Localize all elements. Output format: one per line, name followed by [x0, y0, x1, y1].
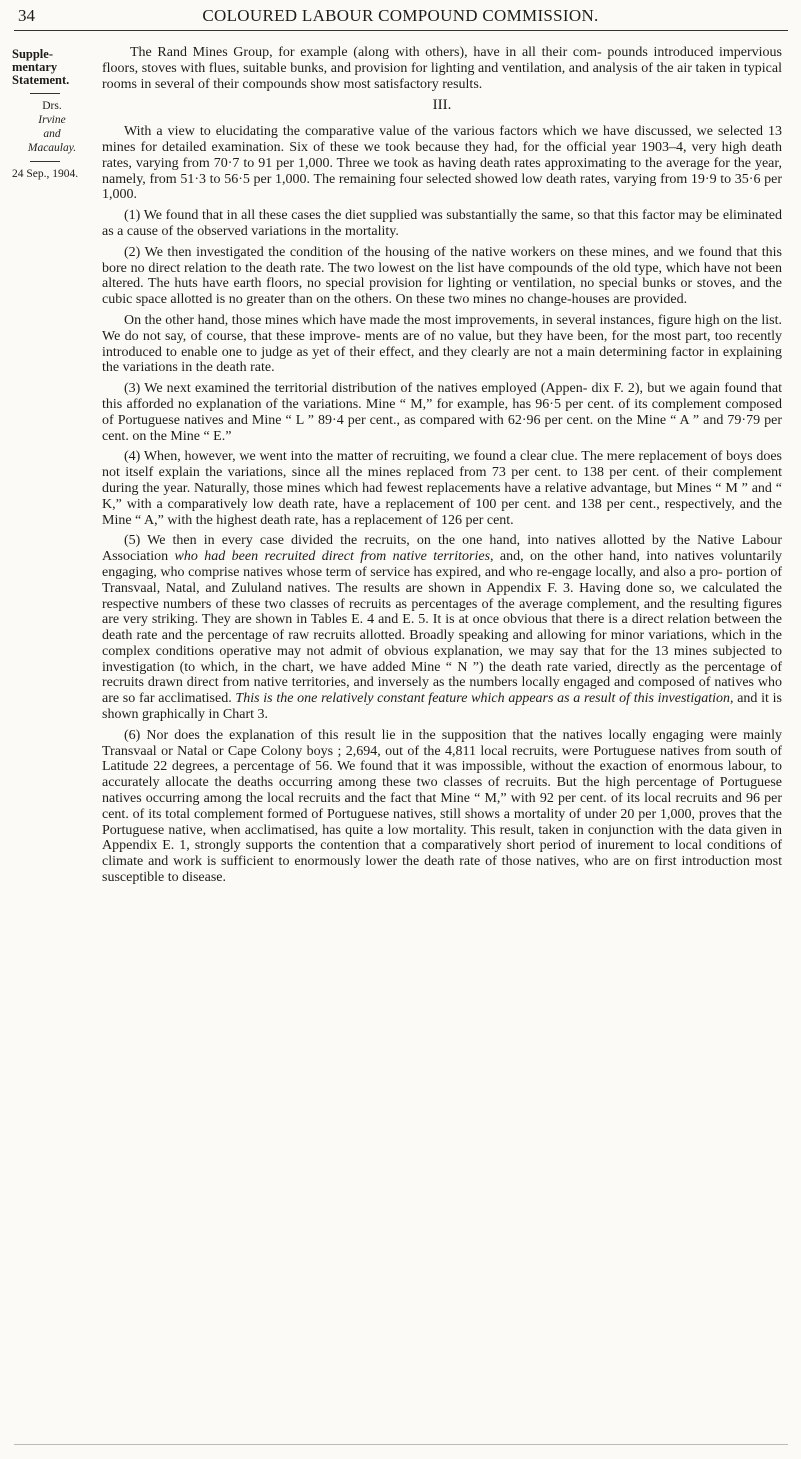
paragraph-intro-section: With a view to elucidating the comparative value of the various factors which we have discussed, we selected 13 mines for detailed examination. Six of these we took because they had, for the official year 1903–4, very high death rates, varying from 70·7 to 91 per 1,000. Three we took as having death rates approximating to the average for the year, namely, from 51·3 to 56·5 per 1,000. The remaining four selected showed low death rates, varying from 19·9 to 35·6 per 1,000.: [102, 124, 782, 203]
margin-note-title-3: Statement.: [12, 73, 70, 87]
paragraph-6-portuguese: (6) Nor does the explanation of this result lie in the supposition that the natives locally engaging were mainly Transvaal or Natal or Cape Colony boys ; 2,694, out of the 4,811 local recruits, were Portuguese natives from south of Latitude 22 degrees, a percentage of 56. We found that it was impossible, without the exaction of enormous labour, to accurately allocate the deaths occurring among these two classes of recruits. But the high percentage of Portuguese natives occurring among the local recruits and the fact that Mine “ M,” with 92 per cent. of its local recruits and 96 per cent. of its total complement formed of Portuguese natives, still shows a mortality of under 20 per 1,000, proves that the Portuguese native, when acclimatised, has quite a low mortality. This result, taken in conjunction with the data given in Appendix E. 1, strongly supports the contention that a comparatively short period of inurement to local conditions of climate and work is sufficient to enormously lower the death rate of those natives, who are on first introduction most susceptible to disease.: [102, 727, 782, 886]
intro-paragraph: The Rand Mines Group, for example (along with others), have in all their com- pounds introduced impervious floors, stoves with flues, suitable bunks, and provision for lighting and ventilation, and analysis of the air taken in typical rooms in several of their compounds show most satisfactory results.: [102, 45, 782, 92]
margin-note-title-2: mentary: [12, 60, 58, 74]
page-number: 34: [18, 6, 35, 25]
margin-note-rule-2: [30, 161, 60, 162]
running-title: COLOURED LABOUR COMPOUND COMMISSION.: [202, 6, 599, 25]
margin-note-rule: [30, 93, 60, 94]
p5-italic-a: who had been recruited direct from native territories: [174, 549, 491, 565]
margin-note-authors-1: Drs.: [42, 100, 62, 112]
paragraph-5-recruits: [102, 533, 782, 723]
margin-note-date: 24 Sep., 1904.: [12, 168, 79, 180]
p5-text-c: , and it is shown graphically in Chart 3.: [102, 691, 782, 723]
section-number: III.: [432, 97, 452, 114]
body-text: [102, 45, 782, 891]
header-rule: [14, 30, 788, 31]
margin-note-authors-3: and: [43, 128, 61, 140]
footer-rule: [14, 1444, 788, 1445]
margin-note-title-1: Supple-: [12, 47, 53, 61]
paragraph-2-housing: (2) We then investigated the condition of the housing of the native workers on these mines, and we found that this bore no direct relation to the death rate. The two lowest on the list have compounds of the old type, which have not been altered. The huts have earth floors, no special provision for lighting or ventilation, no special bunks or stoves, and the cubic space allotted is no greater than on the others. On these two mines no change-houses are provided.: [102, 244, 782, 308]
margin-note-authors-4: Macaulay.: [27, 142, 77, 154]
paragraph-1-diet: (1) We found that in all these cases the diet supplied was substantially the same, so that this factor may be eliminated as a cause of the observed variations in the mortality.: [102, 208, 782, 239]
paragraph-4-recruiting: (4) When, however, we went into the matter of recruiting, we found a clear clue. The mere replacement of boys does not itself explain the variations, since all the mines replaced from 73 per cent. to 138 per cent. of their complement during the year. Naturally, those mines which had fewest replacements have a relative advantage, but Mines “ M ” and “ K,” with a comparatively low death rate, have a replacement of 100 per cent. and 138 per cent., respectively, and the Mine “ A,” with the highest death rate, has a replacement of 126 per cent.: [102, 449, 782, 528]
paragraph-3-territorial: (3) We next examined the territorial distribution of the natives employed (Appen- dix F. 2), but we again found that this afforded no explanation of the variations. Mine “ M,” for example, has 96·5 per cent. of its complement composed of Portuguese natives and Mine “ L ” 89·4 per cent., as compared with 62·96 per cent. on the Mine “ A ” and 79·79 per cent. on the Mine “ E.”: [102, 381, 782, 444]
p5-text-b: , and, on the other hand, into natives voluntarily engaging, who comprise natives whose term of service has expired, and who re-engage locally, and also a pro- portion of Transvaal, Natal, and Zululand natives. The results are shown in Appendix F. 3. Having done so, we calculated the respective numbers of these two classes of recruits as percentages of the average complement, and the resulting figures are very striking. They are shown in Tables E. 4 and E. 5. It is at once obvious that there is a direct relation between the death rate and the percentage of raw recruits allotted. Broadly speaking and allowing for minor variations, which in the complex conditions operative may not admit of obvious explanation, we may say that for the 13 mines subjected to investigation (to which, in the chart, we have added Mine “ N ”) the death rate varied, directly as the percentage of recruits drawn direct from native territories, and inversely as the numbers locally engaged and composed of natives who are so far acclimatised.: [102, 549, 782, 707]
p5-text-a: (5) We then in every case divided the recruits, on the one hand, into natives allotted by the Native Labour Association: [102, 533, 782, 565]
p5-italic-b: This is the one relatively constant feature which appears as a result of this investigation: [235, 691, 730, 707]
running-header: [0, 2, 801, 32]
margin-note-authors-2: Irvine: [38, 114, 66, 126]
paragraph-improvements: On the other hand, those mines which have made the most improvements, in several instances, figure high on the list. We do not say, of course, that these improve- ments are of no value, but they have been, for the most part, too recently introduced to enable one to judge as yet of their effect, and they clearly are not a main determining factor in explaining the variations in the death rate.: [102, 312, 782, 376]
margin-note: [12, 48, 92, 181]
